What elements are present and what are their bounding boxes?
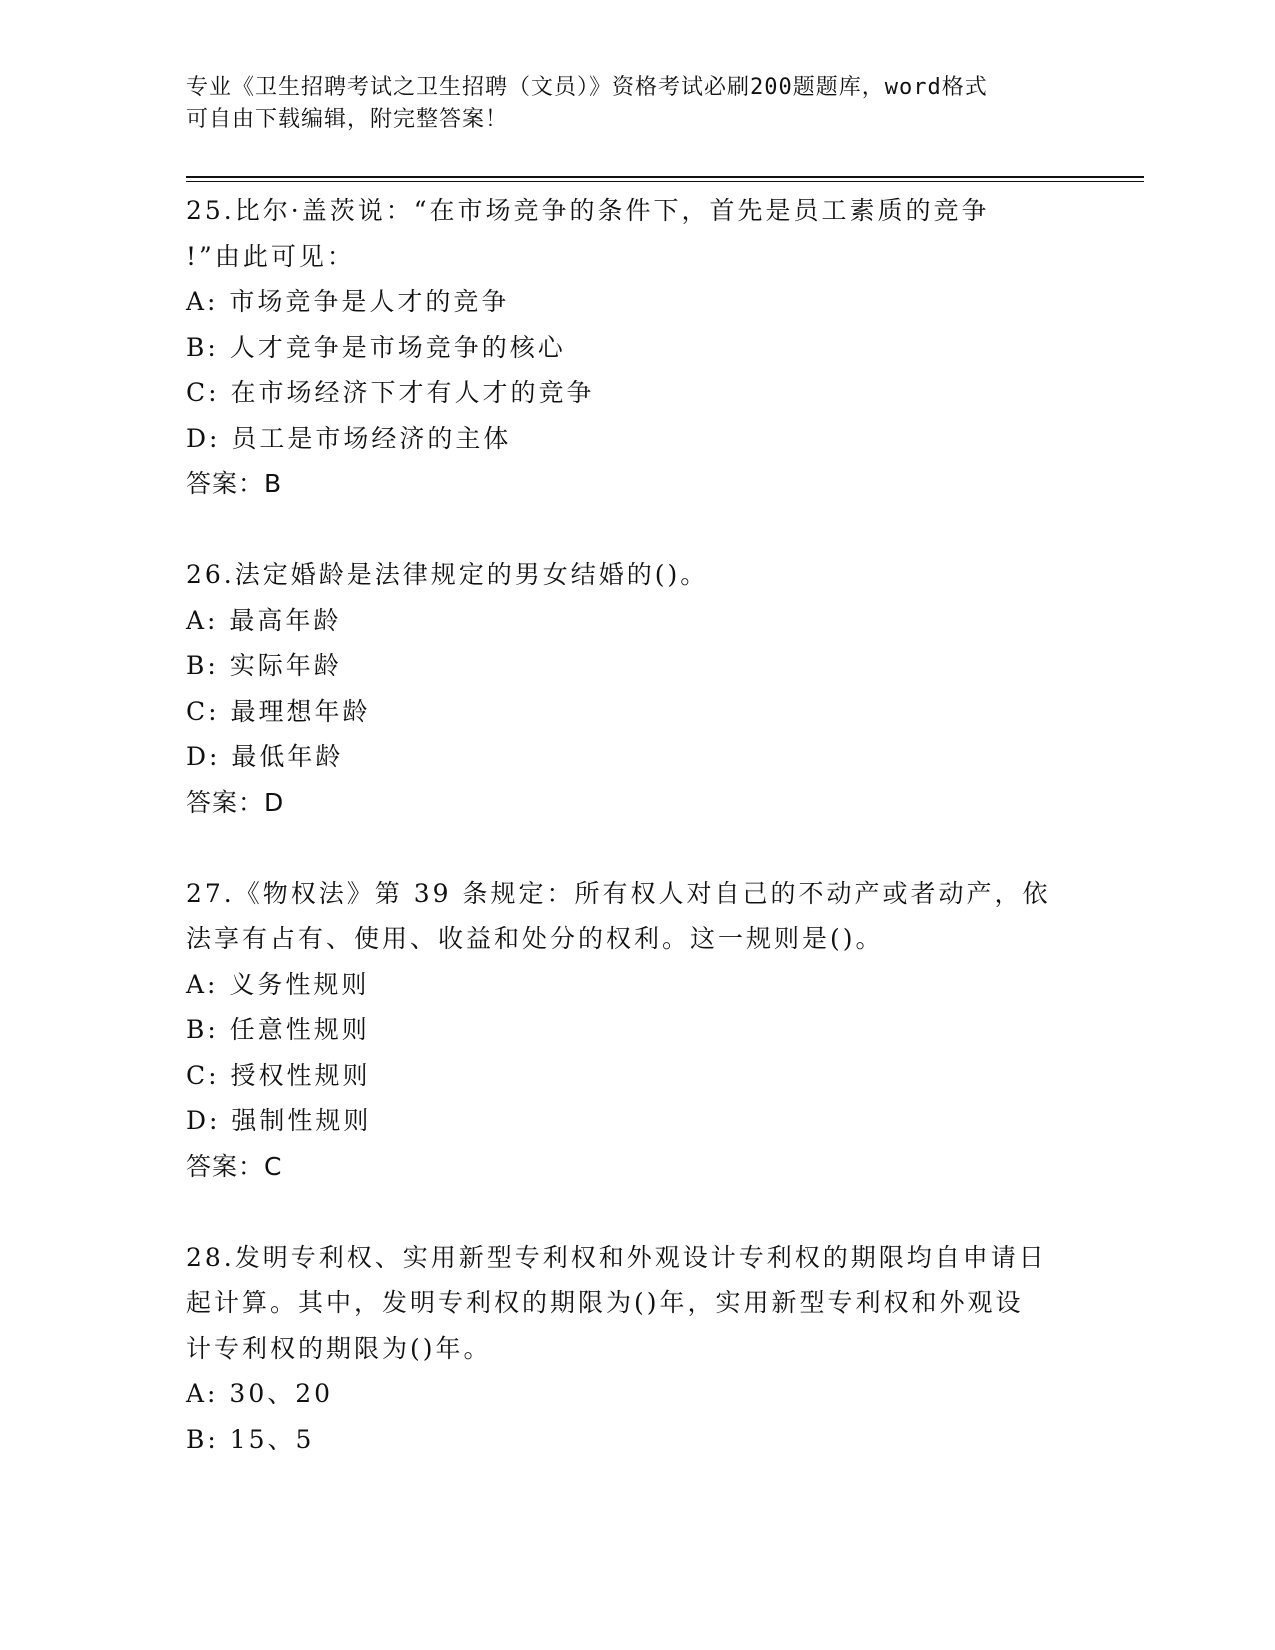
spacer	[186, 825, 1086, 871]
option-c: C: 授权性规则	[186, 1060, 371, 1090]
spacer	[186, 1189, 1086, 1235]
question-stem-line: 28.发明专利权、实用新型专利权和外观设计专利权的期限均自申请日	[186, 1242, 1047, 1272]
option-d: D: 强制性规则	[186, 1106, 372, 1135]
question-stem-line: 25.比尔·盖茨说：“在市场竞争的条件下，首先是员工素质的竞争	[186, 196, 990, 225]
option-a: A: 义务性规则	[186, 969, 370, 999]
option-d: D: 最低年龄	[186, 742, 344, 771]
question-stem-line: !”由此可见：	[186, 241, 355, 271]
header-divider-thin	[186, 181, 1144, 182]
question-list	[186, 188, 1086, 1462]
answer-line: 答案：C	[186, 1151, 283, 1181]
spacer	[186, 507, 1086, 553]
question-stem-line: 法享有占有、使用、收益和处分的权利。这一规则是()。	[186, 924, 884, 953]
question-block-28	[186, 1235, 1086, 1463]
header-line-1: 专业《卫生招聘考试之卫生招聘（文员）》资格考试必刷200题题库，word格式	[186, 75, 988, 100]
header-line-2: 可自由下载编辑，附完整答案！	[186, 107, 509, 132]
question-block-27	[186, 871, 1086, 1190]
option-d: D: 员工是市场经济的主体	[186, 423, 512, 453]
option-b: B: 任意性规则	[186, 1015, 370, 1044]
question-stem-line: 计专利权的期限为()年。	[186, 1333, 492, 1363]
option-c: C: 在市场经济下才有人才的竞争	[186, 378, 595, 407]
question-block-26	[186, 552, 1086, 825]
question-block-25	[186, 188, 1086, 507]
option-a: A: 最高年龄	[186, 605, 342, 635]
option-a: A: 30、20	[186, 1379, 334, 1408]
answer-line: 答案：B	[186, 469, 283, 498]
question-stem-line: 26.法定婚龄是法律规定的男女结婚的()。	[186, 560, 709, 589]
option-a: A: 市场竞争是人才的竞争	[186, 287, 510, 316]
option-b: B: 15、5	[186, 1424, 315, 1454]
option-b: B: 实际年龄	[186, 651, 342, 680]
question-stem-line: 起计算。其中，发明专利权的期限为()年，实用新型专利权和外观设	[186, 1288, 1024, 1317]
header-divider-thick	[186, 176, 1144, 178]
option-c: C: 最理想年龄	[186, 696, 371, 726]
question-stem-line: 27.《物权法》第 39 条规定：所有权人对自己的不动产或者动产，依	[186, 878, 1051, 908]
option-b: B: 人才竞争是市场竞争的核心	[186, 332, 566, 362]
answer-line: 答案：D	[186, 787, 285, 817]
document-header	[186, 72, 1066, 136]
